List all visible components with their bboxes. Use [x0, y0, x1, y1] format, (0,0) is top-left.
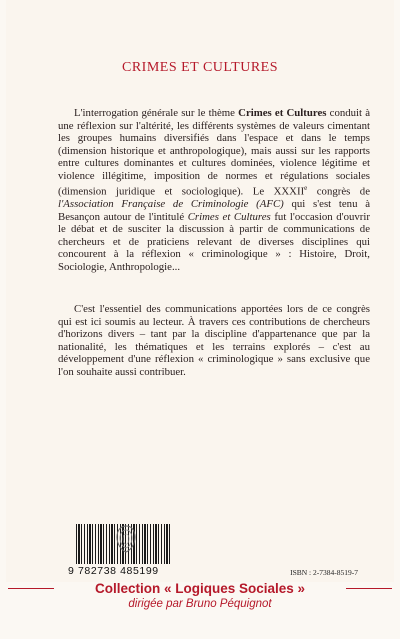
p1-italic-title: Crimes et Cultures [187, 210, 271, 223]
p1-text-4: qui s'est tenu à Besançon autour de l'intitulé [58, 198, 370, 223]
p1-superscript: e [304, 184, 308, 192]
p1-text-5: fut l'occasion d'ouvrir le débat et de susciter la discussion à partir de communications de chercheurs et de praticiens relevant de diverses disciplines qui concourent à la réflexion « criminologique » : Histoire, Droit, Sociologie, Anthropologie... [58, 210, 370, 273]
p1-text-2: conduit à une réflexion sur l'altérité, les différents systèmes de valeurs cimentant les groupes humains diversifiés dans l'espace et dans le temps (dimension historique et anthropologique), mais aussi sur les rapports entre cultures dominantes et cultures dominées, violence légitime et violence illégitime, imposition de normes et régulations sociales (dimension juridique et sociologique). Le XXXII [58, 107, 371, 198]
p2-text: C'est l'essentiel des communications apportées lors de ce congrès qui est ici soumis au lecteur. À travers ces contributions de chercheurs d'horizons divers – tant par la discipline d'appartenance que par la nationalité, les thématiques et les terrains explorés – c'est au développement d'une réflexion « criminologique » sans exclusive que l'on souhaite aussi contribuer. [58, 303, 370, 378]
barcode-digits: 9 782738 485199 [68, 565, 159, 577]
p1-text-1: L'interrogation générale sur le thème [74, 107, 239, 119]
p1-bold-theme: Crimes et Cultures [238, 107, 327, 119]
publisher-logo-icon [114, 524, 138, 554]
summary-paragraph-1 [58, 107, 370, 273]
isbn: ISBN : 2-7384-8519-7 [290, 568, 358, 577]
cover-panel [6, 0, 394, 582]
book-title: CRIMES ET CULTURES [121, 60, 279, 75]
p1-italic-association: l'Association Française de Criminologie (AFC) [58, 198, 284, 211]
p1-text-3: congrès de [307, 185, 370, 198]
collection-name: Collection « Logiques Sociales » [94, 581, 306, 596]
series-editor: dirigée par Bruno Péquignot [128, 598, 272, 610]
summary-paragraph-2 [58, 303, 370, 378]
